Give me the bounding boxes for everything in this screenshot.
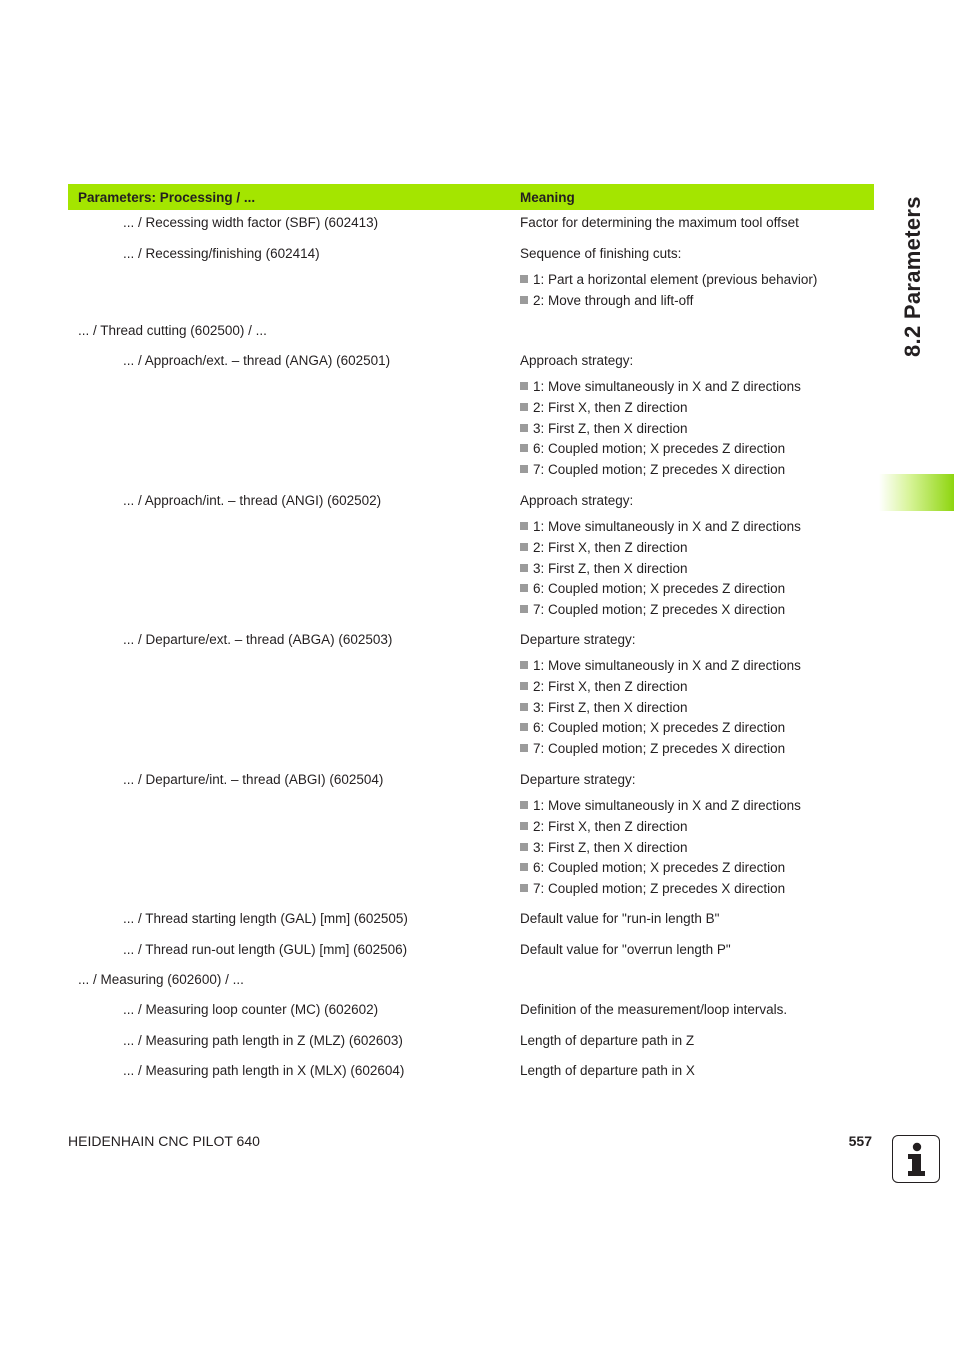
- parameter-meaning: Default value for "run-in length B": [520, 911, 720, 926]
- square-bullet-icon: [520, 605, 528, 613]
- option-text: 1: Move simultaneously in X and Z directions: [533, 798, 801, 813]
- option-item: [520, 741, 785, 756]
- option-text: 2: First X, then Z direction: [533, 399, 688, 415]
- option-text: 2: First X, then Z direction: [533, 818, 688, 834]
- option-item: [520, 860, 785, 875]
- parameter-name: ... / Recessing/finishing (602414): [123, 246, 320, 261]
- option-text: 7: Coupled motion; Z precedes X direction: [533, 741, 786, 757]
- option-text: 2: Move through and lift-off: [533, 292, 694, 308]
- option-item: [520, 561, 688, 576]
- parameter-name: ... / Departure/int. – thread (ABGI) (602504): [123, 772, 384, 787]
- square-bullet-icon: [520, 801, 528, 809]
- option-text: 6: Coupled motion; X precedes Z direction: [533, 441, 786, 457]
- chapter-tab: [879, 474, 954, 511]
- option-text: 2: First X, then Z direction: [533, 678, 688, 694]
- option-item: [520, 421, 688, 436]
- square-bullet-icon: [520, 382, 528, 390]
- option-text: 7: Coupled motion; Z precedes X direction: [533, 602, 786, 618]
- option-text: 3: First Z, then X direction: [533, 699, 688, 715]
- square-bullet-icon: [520, 822, 528, 830]
- square-bullet-icon: [520, 723, 528, 731]
- option-text: 2: First X, then Z direction: [533, 539, 688, 555]
- square-bullet-icon: [520, 884, 528, 892]
- square-bullet-icon: [520, 403, 528, 411]
- square-bullet-icon: [520, 564, 528, 572]
- square-bullet-icon: [520, 843, 528, 851]
- info-icon: [892, 1135, 940, 1183]
- chapter-title: 8.2 Parameters: [900, 196, 925, 358]
- option-text: 1: Move simultaneously in X and Z directions: [533, 519, 801, 534]
- square-bullet-icon: [520, 584, 528, 592]
- parameter-name: ... / Recessing width factor (SBF) (602413): [123, 215, 379, 230]
- option-text: 3: First Z, then X direction: [533, 560, 688, 576]
- option-item: [520, 720, 785, 735]
- page-number: 557: [848, 1133, 872, 1149]
- option-item: [520, 272, 817, 287]
- option-item: [520, 840, 688, 855]
- option-text: 1: Move simultaneously in X and Z directions: [533, 658, 801, 673]
- parameter-meaning: Factor for determining the maximum tool offset: [520, 215, 799, 230]
- square-bullet-icon: [520, 682, 528, 690]
- option-item: [520, 400, 688, 415]
- parameter-name: ... / Thread run-out length (GUL) [mm] (602506): [123, 942, 408, 957]
- parameter-name: ... / Measuring (602600) / ...: [78, 972, 244, 987]
- option-item: [520, 602, 785, 617]
- parameter-name: ... / Measuring path length in X (MLX) (602604): [123, 1063, 405, 1078]
- parameter-meaning: Default value for "overrun length P": [520, 942, 731, 957]
- option-text: 1: Part a horizontal element (previous behavior): [533, 272, 818, 287]
- manual-title: HEIDENHAIN CNC PILOT 640: [68, 1133, 260, 1149]
- option-text: 6: Coupled motion; X precedes Z direction: [533, 860, 786, 876]
- option-item: [520, 679, 688, 694]
- square-bullet-icon: [520, 465, 528, 473]
- parameter-name: ... / Departure/ext. – thread (ABGA) (602503): [123, 632, 393, 647]
- option-item: [520, 798, 801, 813]
- option-text: 7: Coupled motion; Z precedes X direction: [533, 881, 786, 897]
- parameter-meaning: Approach strategy:: [520, 353, 634, 368]
- option-item: [520, 462, 785, 477]
- option-item: [520, 581, 785, 596]
- square-bullet-icon: [520, 444, 528, 452]
- square-bullet-icon: [520, 703, 528, 711]
- parameter-name: ... / Approach/ext. – thread (ANGA) (602501): [123, 353, 391, 368]
- option-item: [520, 519, 801, 534]
- parameter-meaning: Departure strategy:: [520, 632, 636, 647]
- option-item: [520, 540, 688, 555]
- option-text: 6: Coupled motion; X precedes Z direction: [533, 581, 786, 597]
- square-bullet-icon: [520, 744, 528, 752]
- square-bullet-icon: [520, 275, 528, 283]
- parameter-name: ... / Thread cutting (602500) / ...: [78, 323, 267, 338]
- parameter-meaning: Length of departure path in Z: [520, 1033, 695, 1048]
- parameter-meaning: Definition of the measurement/loop intervals.: [520, 1002, 788, 1017]
- option-item: [520, 819, 688, 834]
- option-text: 3: First Z, then X direction: [533, 420, 688, 436]
- parameter-name: ... / Measuring loop counter (MC) (602602): [123, 1002, 379, 1017]
- parameter-name: ... / Measuring path length in Z (MLZ) (602603): [123, 1033, 403, 1048]
- option-text: 7: Coupled motion; Z precedes X direction: [533, 462, 786, 478]
- parameter-meaning: Sequence of finishing cuts:: [520, 246, 682, 261]
- square-bullet-icon: [520, 661, 528, 669]
- square-bullet-icon: [520, 522, 528, 530]
- parameter-meaning: Departure strategy:: [520, 772, 636, 787]
- parameter-meaning: Approach strategy:: [520, 493, 634, 508]
- table-header: [68, 184, 874, 210]
- square-bullet-icon: [520, 424, 528, 432]
- header-meaning: Meaning: [520, 189, 575, 205]
- parameter-table: [68, 184, 874, 1078]
- square-bullet-icon: [520, 543, 528, 551]
- parameter-name: ... / Approach/int. – thread (ANGI) (602502): [123, 493, 382, 508]
- option-item: [520, 379, 801, 394]
- option-item: [520, 658, 801, 673]
- header-parameter: Parameters: Processing / ...: [78, 189, 256, 205]
- option-text: 6: Coupled motion; X precedes Z direction: [533, 720, 786, 736]
- square-bullet-icon: [520, 296, 528, 304]
- parameter-meaning: Length of departure path in X: [520, 1063, 695, 1078]
- option-item: [520, 700, 688, 715]
- option-text: 1: Move simultaneously in X and Z directions: [533, 379, 801, 394]
- option-item: [520, 881, 785, 896]
- option-item: [520, 293, 693, 308]
- option-item: [520, 441, 785, 456]
- square-bullet-icon: [520, 863, 528, 871]
- parameter-name: ... / Thread starting length (GAL) [mm] (602505): [123, 911, 408, 926]
- option-text: 3: First Z, then X direction: [533, 839, 688, 855]
